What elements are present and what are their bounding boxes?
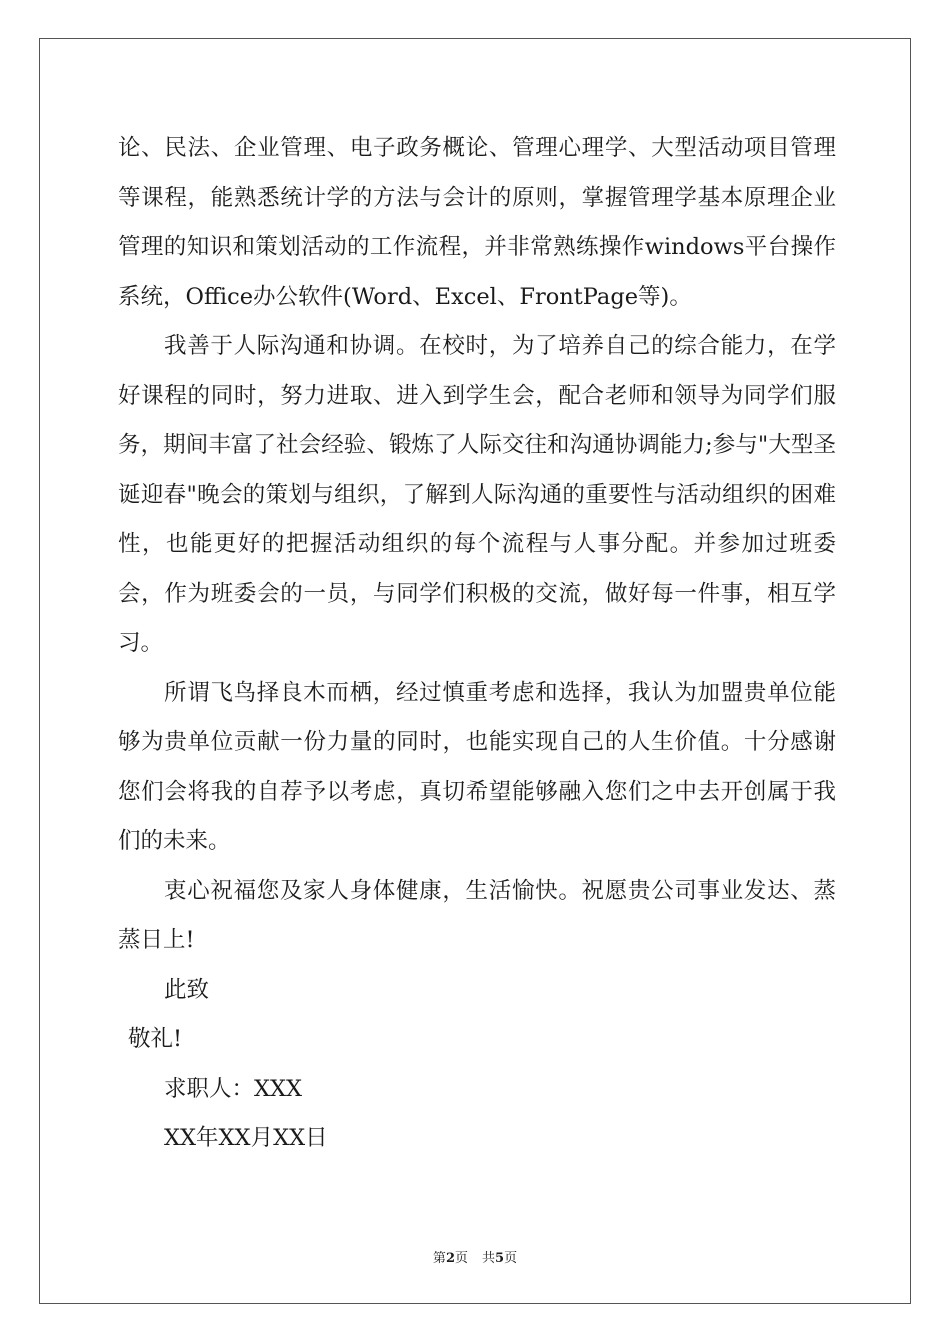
paragraph-communication: 我善于人际沟通和协调。在校时，为了培养自己的综合能力，在学好课程的同时，努力进取、进入到学生会，配合老师和领导为同学们服务，期间丰富了社会经验、锻炼了人际交往和沟通协调能力;参与"大型圣诞迎春"晚会的策划与组织，了解到人际沟通的重要性与活动组织的困难性，也能更好的把握活动组织的每个流程与人事分配。并参加过班委会，作为班委会的一员，与同学们积极的交流，做好每一件事，相互学习。 [118,333,836,656]
footer-total-prefix: 共 [482,1251,496,1266]
paragraph-motivation: 所谓飞鸟择良木而栖，经过慎重考虑和选择，我认为加盟贵单位能够为贵单位贡献一份力量的同时，也能实现自己的人生价值。十分感谢您们会将我的自荐予以考虑，真切希望能够融入您们之中去开创属于我们的未来。 [118,679,836,854]
applicant-signature: 求职人：XXX [164,1075,303,1102]
footer-prefix: 第 [432,1251,446,1266]
paragraph-education: 论、民法、企业管理、电子政务概论、管理心理学、大型活动项目管理等课程，能熟悉统计学的方法与会计的原则，掌握管理学基本原理企业管理的知识和策划活动的工作流程，并非常熟练操作windows平台操作系统，Office办公软件(Word、Excel、FrontPage等)。 [118,135,836,310]
letter-body [118,124,836,1164]
letter-date: XX年XX月XX日 [164,1125,328,1151]
paragraph-wishes: 衷心祝福您及家人身体健康，生活愉快。祝愿贵公司事业发达、蒸蒸日上! [118,877,836,953]
closing-salutation: 此致 [164,976,210,1003]
current-page-number: 2 [445,1251,455,1266]
total-pages-number: 5 [495,1251,505,1266]
closing-regards: 敬礼! [128,1026,183,1052]
footer-page-unit: 页 [454,1251,468,1266]
footer-total-unit: 页 [504,1251,518,1266]
page-footer [0,1247,950,1266]
